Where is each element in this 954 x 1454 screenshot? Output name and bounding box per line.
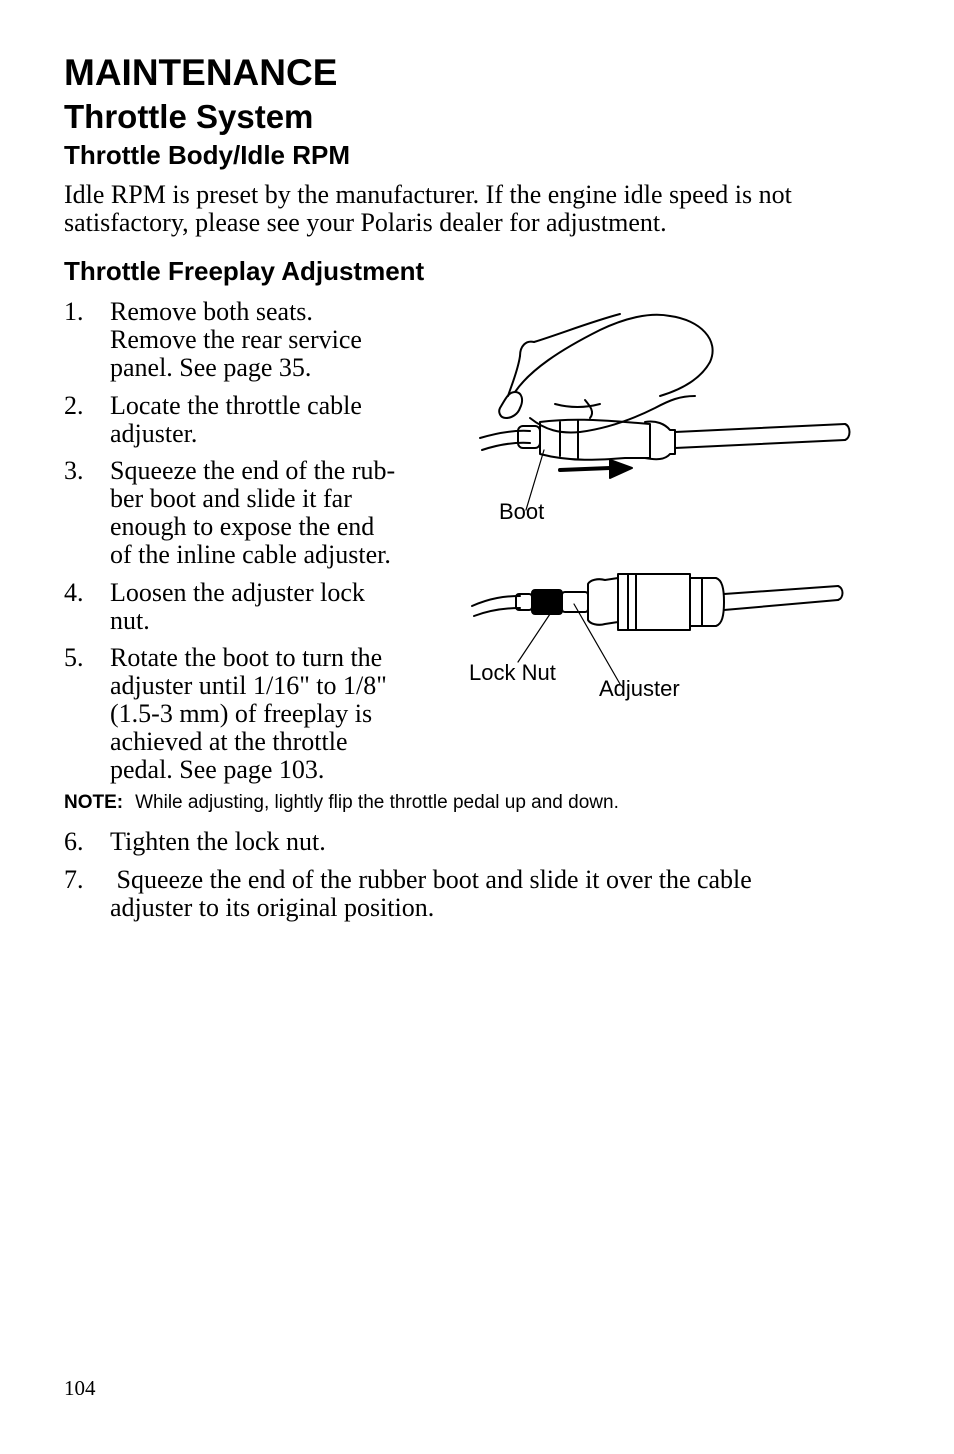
step-number: 7. [64, 865, 84, 894]
step-text: Loosen the adjuster lock nut. [110, 578, 365, 635]
intro-paragraph: Idle RPM is preset by the manufacturer. If the engine idle speed is not satisfactory, please see your Polaris dealer for adjustment. [64, 180, 792, 237]
step-text: Squeeze the end of the rubber boot and slide it over the cable adjuster to its original position. [110, 865, 752, 922]
step-6 [64, 828, 864, 856]
step-number: 3. [64, 456, 84, 485]
step-5 [64, 644, 444, 784]
step-text: Remove both seats. Remove the rear service panel. See page 35. [110, 297, 362, 382]
step-number: 6. [64, 827, 84, 856]
label-boot: Boot [499, 499, 545, 524]
page-number: 104 [64, 1376, 96, 1400]
subheading-freeplay: Throttle Freeplay Adjustment [64, 256, 425, 286]
step-3 [64, 457, 444, 569]
throttle-adjuster-illustration [460, 300, 860, 710]
step-text: Tighten the lock nut. [110, 827, 326, 856]
step-1 [64, 298, 444, 382]
step-7 [64, 866, 864, 922]
step-number: 1. [64, 297, 84, 326]
section-title: MAINTENANCE [64, 52, 338, 93]
step-4 [64, 579, 444, 635]
step-number: 4. [64, 578, 84, 607]
step-2 [64, 392, 444, 448]
label-adjuster: Adjuster [599, 676, 680, 701]
subheading-throttle-body: Throttle Body/Idle RPM [64, 140, 350, 170]
step-text: Rotate the boot to turn the adjuster until 1/16" to 1/8" (1.5-3 mm) of freeplay is achieved at the throttle pedal. See page 103. [110, 643, 387, 784]
step-number: 2. [64, 391, 84, 420]
page-title: Throttle System [64, 98, 314, 135]
label-lock-nut: Lock Nut [469, 660, 556, 685]
note-label: NOTE: [64, 792, 124, 813]
step-text: Locate the throttle cable adjuster. [110, 391, 362, 448]
note-text: While adjusting, lightly flip the throttle pedal up and down. [135, 792, 619, 813]
hand-boot-drawing [480, 314, 850, 478]
step-text: Squeeze the end of the rub- ber boot and slide it far enough to expose the end of the inline cable adjuster. [110, 456, 396, 569]
note [64, 792, 619, 814]
step-number: 5. [64, 643, 84, 672]
